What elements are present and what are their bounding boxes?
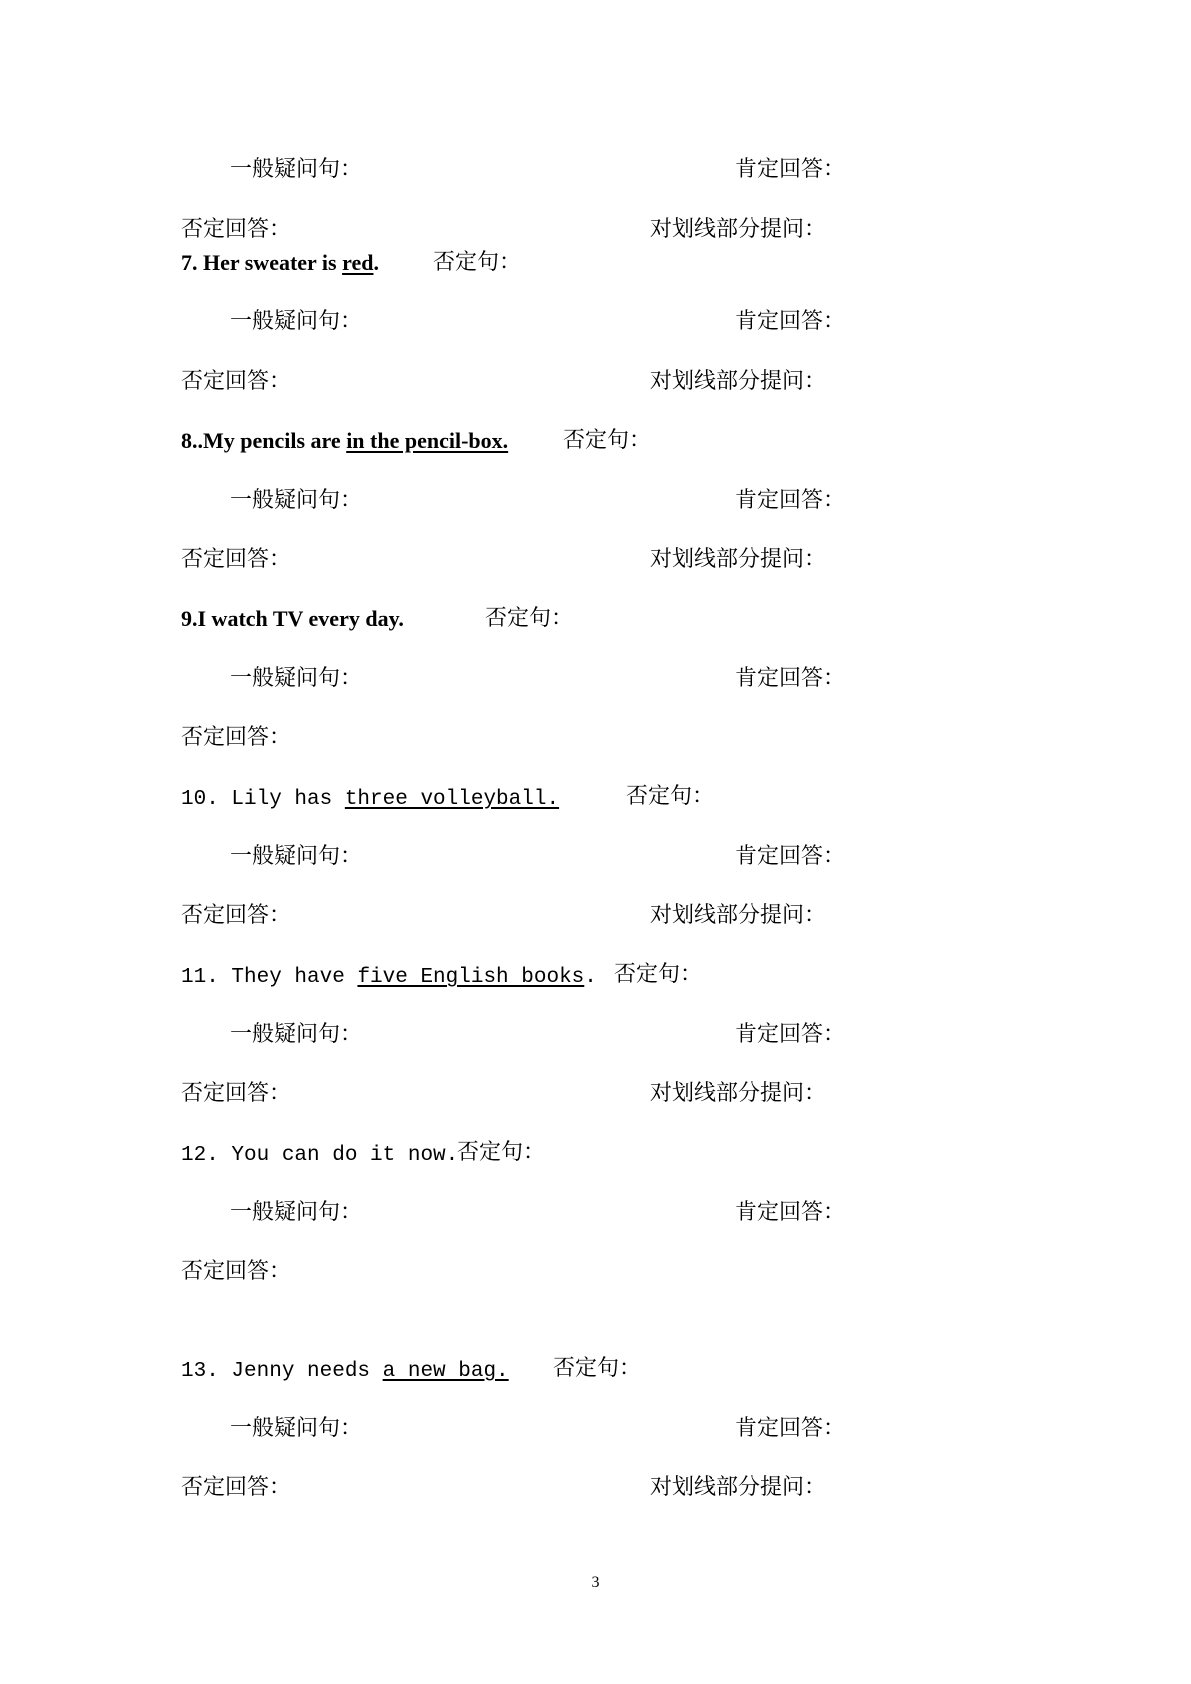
positive-answer-label: 肯定回答： (735, 157, 846, 182)
item-12-sentence: 12. You can do it now. (181, 1144, 459, 1167)
negative-answer-label: 否定回答： (181, 217, 292, 242)
item-7-wh-question-label: 对划线部分提问： (650, 369, 827, 394)
item-10-negative-answer-label: 否定回答： (181, 903, 292, 928)
item-8-general-question-label: 一般疑问句： (230, 488, 363, 513)
item-8-sentence: 8..My pencils are in the pencil-box. (181, 428, 509, 453)
item-11-general-question-label: 一般疑问句： (230, 1022, 363, 1047)
item-9-negative-label: 否定句： (485, 606, 574, 631)
item-13-positive-answer-label: 肯定回答： (735, 1416, 846, 1441)
general-question-label: 一般疑问句： (230, 157, 363, 182)
item-8-wh-question-label: 对划线部分提问： (650, 547, 827, 572)
item-10-general-question-label: 一般疑问句： (230, 844, 363, 869)
item-10-sentence: 10. Lily has three volleyball. (181, 788, 560, 811)
item-11-negative-label: 否定句： (614, 962, 703, 987)
item-10-positive-answer-label: 肯定回答： (735, 844, 846, 869)
item-12-positive-answer-label: 肯定回答： (735, 1200, 846, 1225)
item-11-negative-answer-label: 否定回答： (181, 1081, 292, 1106)
item-11-wh-question-label: 对划线部分提问： (650, 1081, 827, 1106)
item-13-negative-label: 否定句： (553, 1356, 642, 1381)
item-8-negative-answer-label: 否定回答： (181, 547, 292, 572)
item-8-positive-answer-label: 肯定回答： (735, 488, 846, 513)
item-8-negative-label: 否定句： (563, 428, 652, 453)
item-12-general-question-label: 一般疑问句： (230, 1200, 363, 1225)
wh-question-label: 对划线部分提问： (650, 217, 827, 242)
item-11-positive-answer-label: 肯定回答： (735, 1022, 846, 1047)
item-7-sentence: 7. Her sweater is red. (181, 250, 379, 275)
item-7-positive-answer-label: 肯定回答： (735, 309, 846, 334)
item-12-negative-label: 否定句： (457, 1140, 546, 1165)
item-13-general-question-label: 一般疑问句： (230, 1416, 363, 1441)
item-12-negative-answer-label: 否定回答： (181, 1259, 292, 1284)
item-10-negative-label: 否定句： (626, 784, 715, 809)
item-7-general-question-label: 一般疑问句： (230, 309, 363, 334)
item-11-sentence: 11. They have five English books. (181, 966, 597, 989)
item-9-general-question-label: 一般疑问句： (230, 666, 363, 691)
item-9-positive-answer-label: 肯定回答： (735, 666, 846, 691)
item-7-negative-answer-label: 否定回答： (181, 369, 292, 394)
item-7-negative-label: 否定句： (433, 250, 522, 275)
item-13-wh-question-label: 对划线部分提问： (650, 1475, 827, 1500)
item-13-sentence: 13. Jenny needs a new bag. (181, 1360, 509, 1383)
item-10-wh-question-label: 对划线部分提问： (650, 903, 827, 928)
item-9-negative-answer-label: 否定回答： (181, 725, 292, 750)
page-number: 3 (591, 1574, 600, 1591)
item-9-sentence: 9.I watch TV every day. (181, 606, 404, 631)
item-13-negative-answer-label: 否定回答： (181, 1475, 292, 1500)
